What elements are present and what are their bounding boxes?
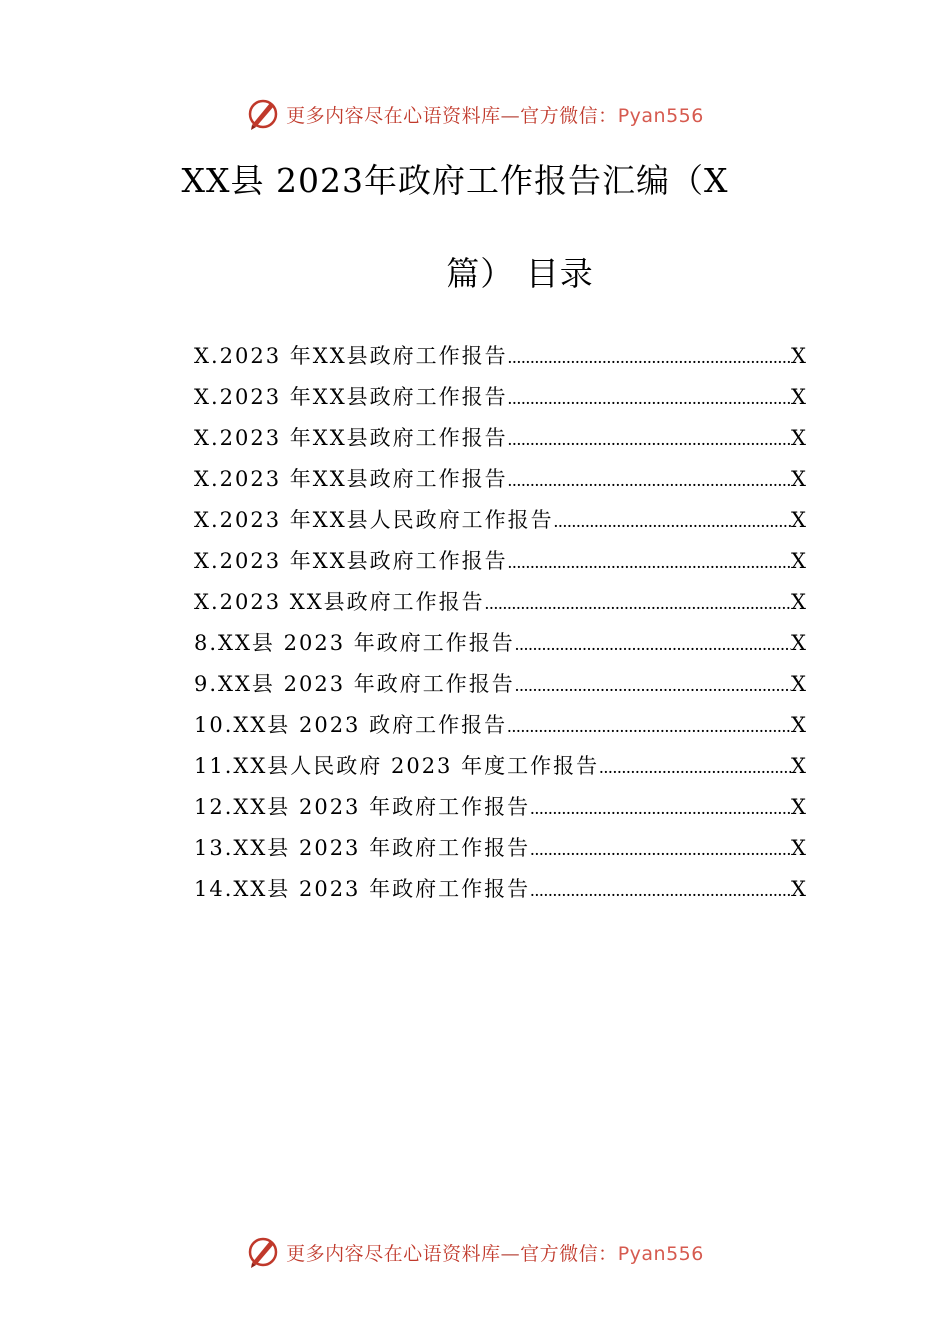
pen-circle-logo-icon — [246, 1235, 280, 1269]
toc-leader-dots — [530, 798, 791, 819]
toc-entry-title: 8.XX县 2023 年政府工作报告 — [194, 631, 515, 655]
toc-entry[interactable] — [194, 381, 806, 422]
toc-entry-title: X.2023 年XX县政府工作报告 — [194, 549, 508, 573]
toc-entry[interactable] — [194, 463, 806, 504]
footer-banner — [0, 1232, 950, 1272]
toc-entry-page: X — [791, 467, 806, 491]
toc-entry-page: X — [791, 754, 806, 778]
toc-entry-title: X.2023 年XX县人民政府工作报告 — [194, 508, 554, 532]
toc-entry-page: X — [791, 508, 806, 532]
toc-leader-dots — [599, 757, 791, 778]
toc-entry[interactable] — [194, 668, 806, 709]
toc-entry-title: X.2023 年XX县政府工作报告 — [194, 467, 508, 491]
toc-entry[interactable] — [194, 627, 806, 668]
pen-circle-logo-icon — [246, 97, 280, 131]
banner-text — [286, 101, 704, 128]
toc-entry-title: X.2023 年XX县政府工作报告 — [194, 344, 508, 368]
document-title-line-1: XX县 2023年政府工作报告汇编（X — [181, 161, 729, 200]
toc-entry-title: X.2023 XX县政府工作报告 — [194, 590, 485, 614]
header-banner — [0, 94, 950, 134]
toc-entry-page: X — [791, 385, 806, 409]
banner-wechat-id: Pyan556 — [617, 1242, 704, 1265]
toc-entry-title: X.2023 年XX县政府工作报告 — [194, 426, 508, 450]
toc-entry-title: 14.XX县 2023 年政府工作报告 — [194, 877, 531, 901]
banner-wechat-label: 官方微信： — [520, 1242, 618, 1265]
toc-leader-dots — [530, 839, 791, 860]
toc-entry-page: X — [791, 672, 806, 696]
banner-slogan: 更多内容尽在心语资料库 — [286, 104, 501, 127]
toc-entry-page: X — [791, 713, 806, 737]
banner-wechat-id: Pyan556 — [617, 104, 704, 127]
toc-entry-title: 13.XX县 2023 年政府工作报告 — [194, 836, 531, 860]
toc-entry[interactable] — [194, 873, 806, 914]
toc-entry-page: X — [791, 426, 806, 450]
toc-leader-dots — [507, 716, 791, 737]
table-of-contents — [194, 340, 806, 914]
toc-entry-title: X.2023 年XX县政府工作报告 — [194, 385, 508, 409]
toc-entry-page: X — [791, 795, 806, 819]
toc-entry[interactable] — [194, 340, 806, 381]
toc-entry-page: X — [791, 836, 806, 860]
banner-separator: — — [500, 104, 521, 127]
toc-leader-dots — [554, 511, 791, 532]
toc-leader-dots — [485, 593, 791, 614]
toc-entry-page: X — [791, 590, 806, 614]
toc-entry[interactable] — [194, 709, 806, 750]
banner-slogan: 更多内容尽在心语资料库 — [286, 1242, 501, 1265]
toc-entry[interactable] — [194, 586, 806, 627]
toc-entry[interactable] — [194, 422, 806, 463]
toc-entry[interactable] — [194, 504, 806, 545]
toc-entry-page: X — [791, 877, 806, 901]
toc-leader-dots — [530, 880, 791, 901]
toc-entry-page: X — [791, 344, 806, 368]
toc-entry-title: 9.XX县 2023 年政府工作报告 — [194, 672, 515, 696]
toc-leader-dots — [508, 470, 791, 491]
toc-entry[interactable] — [194, 545, 806, 586]
toc-entry[interactable] — [194, 832, 806, 873]
toc-leader-dots — [515, 675, 791, 696]
toc-entry-page: X — [791, 631, 806, 655]
toc-leader-dots — [508, 552, 791, 573]
toc-entry[interactable] — [194, 750, 806, 791]
banner-separator: — — [500, 1242, 521, 1265]
toc-leader-dots — [515, 634, 791, 655]
toc-entry-title: 11.XX县人民政府 2023 年度工作报告 — [194, 754, 600, 778]
toc-leader-dots — [508, 347, 791, 368]
toc-entry-title: 10.XX县 2023 政府工作报告 — [194, 713, 508, 737]
toc-entry-title: 12.XX县 2023 年政府工作报告 — [194, 795, 531, 819]
banner-wechat-label: 官方微信： — [520, 104, 618, 127]
toc-leader-dots — [508, 388, 791, 409]
document-title-line-2: 篇） 目录 — [446, 254, 594, 293]
banner-text — [286, 1239, 704, 1266]
toc-entry[interactable] — [194, 791, 806, 832]
toc-entry-page: X — [791, 549, 806, 573]
toc-leader-dots — [508, 429, 791, 450]
